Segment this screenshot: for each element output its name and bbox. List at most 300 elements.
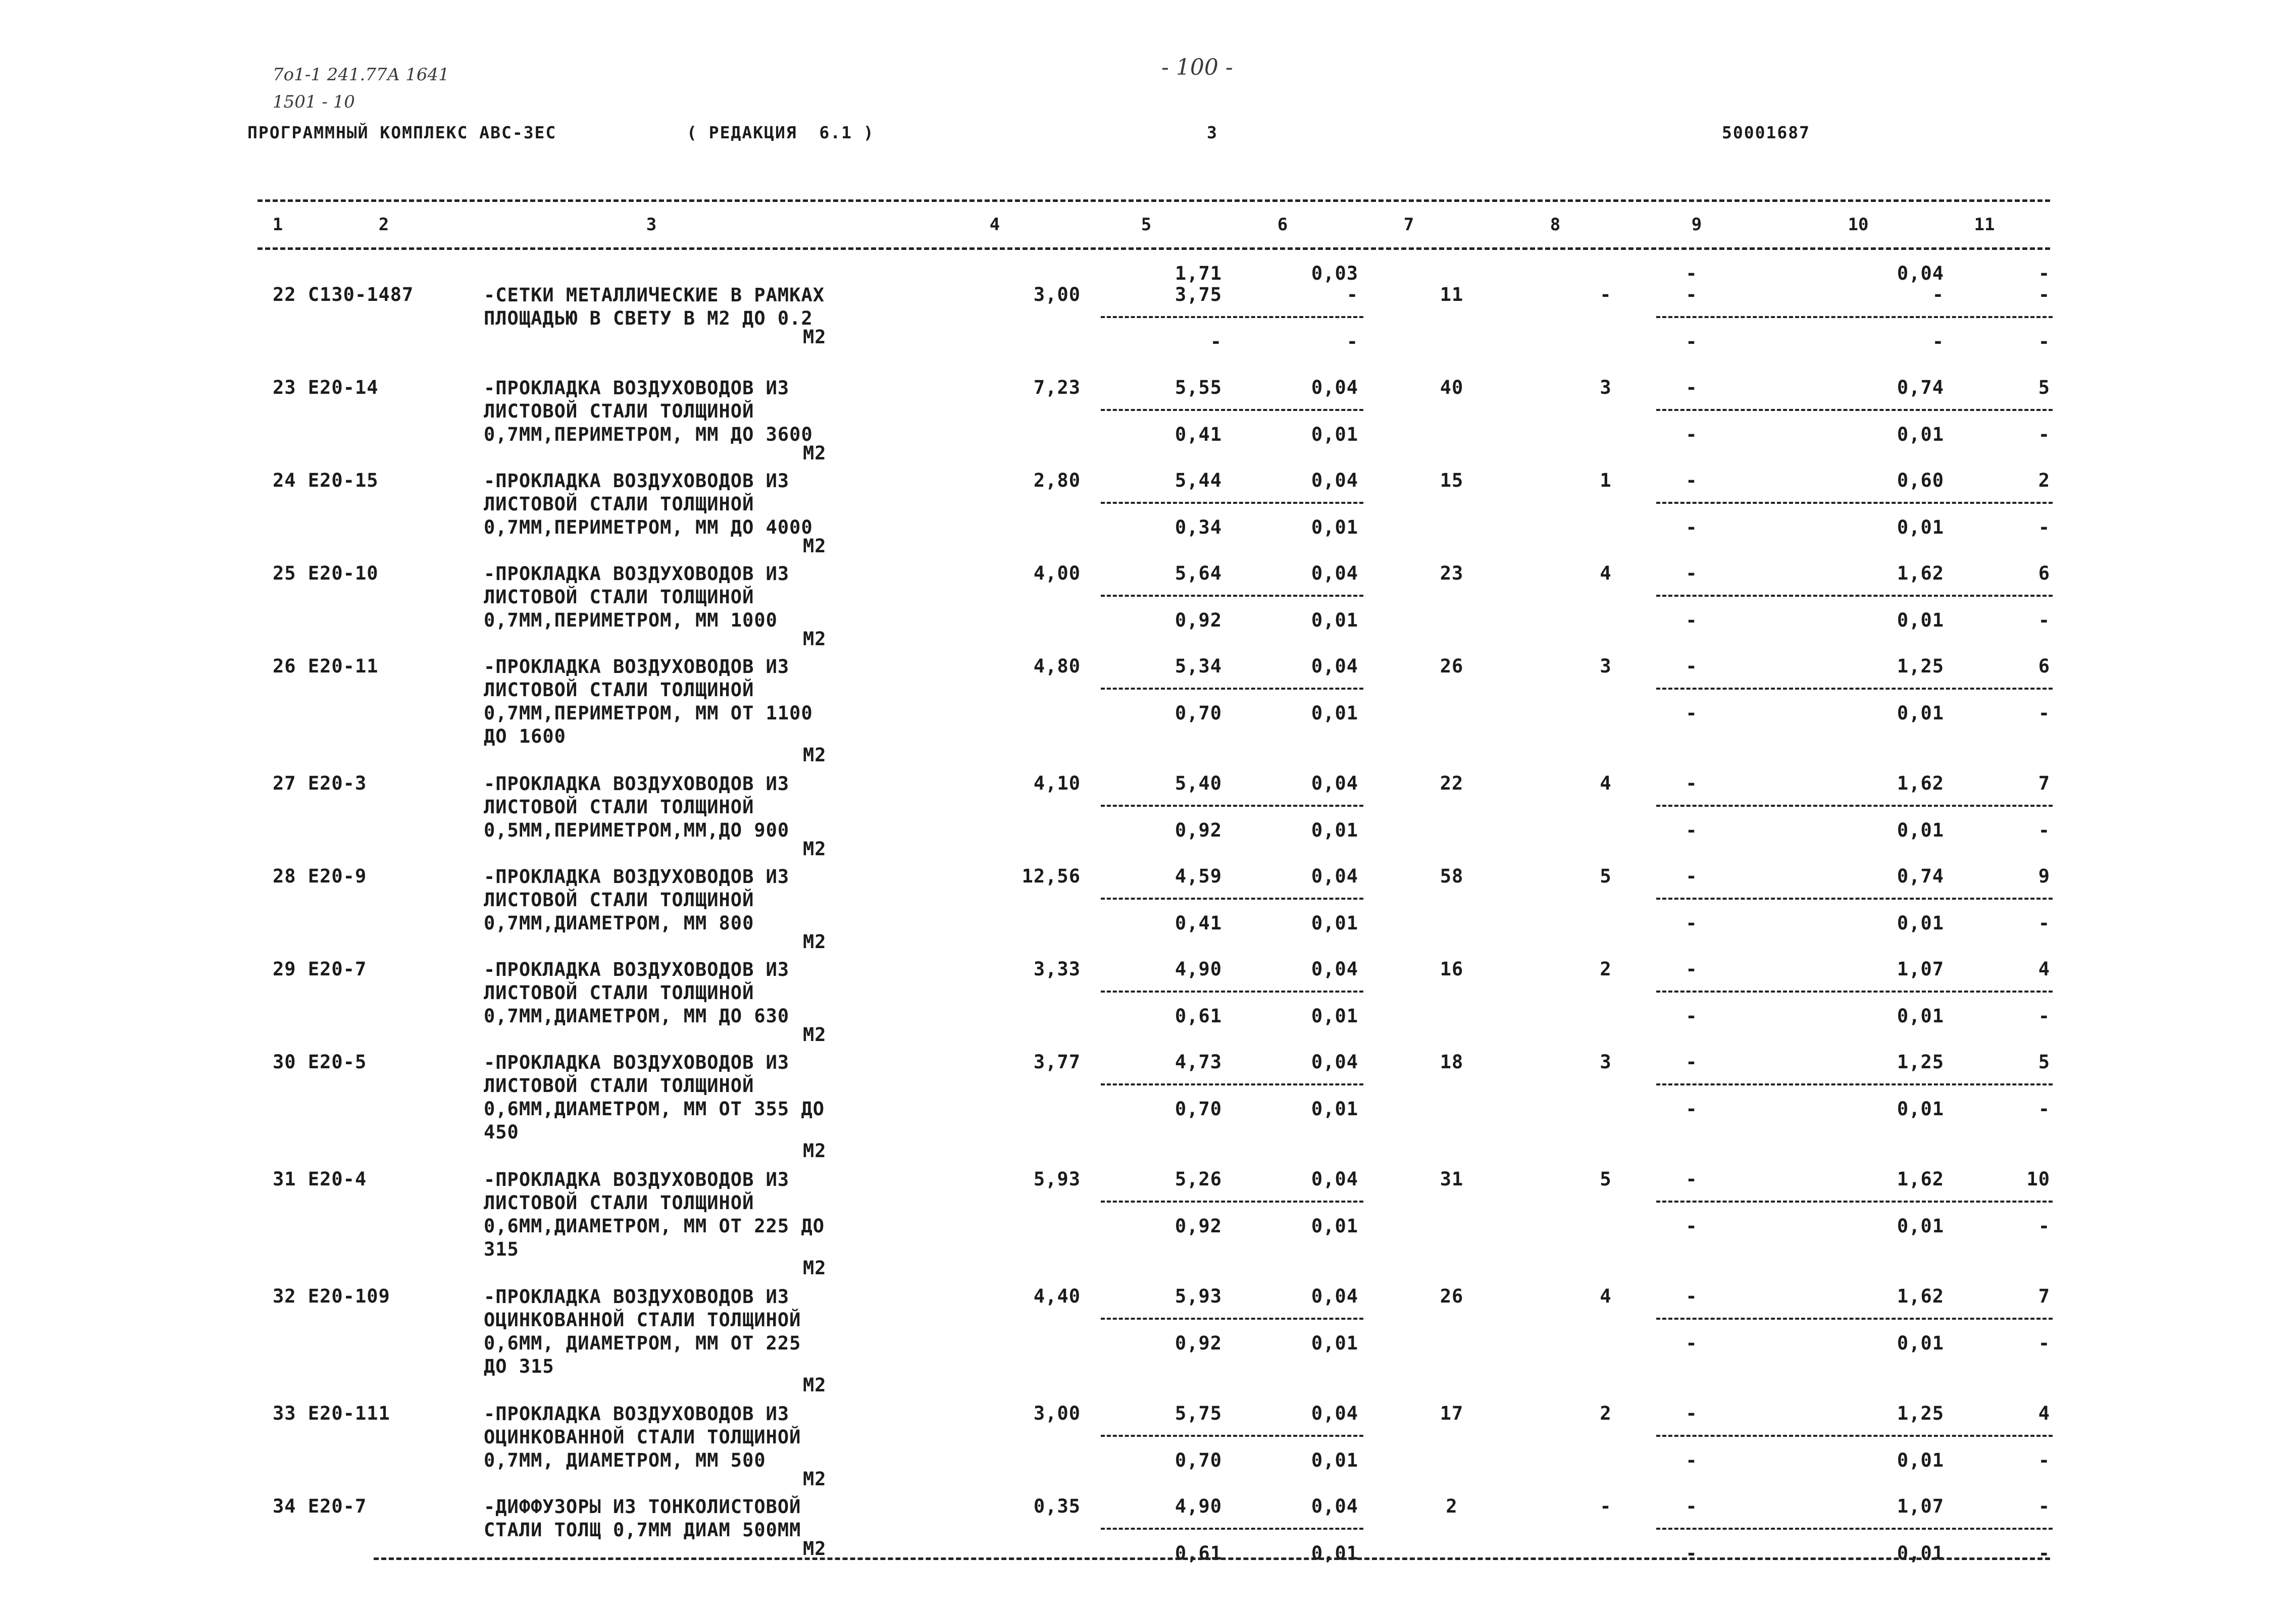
- col5-bottom: 0,41: [1175, 912, 1222, 934]
- row-divider-9-11: [1656, 1201, 2053, 1203]
- col7: 2: [1446, 1495, 1458, 1517]
- col5-bottom: 0,70: [1175, 702, 1222, 724]
- col7: 17: [1440, 1403, 1464, 1424]
- col10-bottom: 0,01: [1897, 424, 1944, 445]
- col11-top: 6: [2038, 655, 2050, 677]
- col5-top: 5,40: [1175, 772, 1222, 794]
- col10-top: 0,60: [1897, 470, 1944, 491]
- col4-quantity: 4,00: [1033, 562, 1081, 584]
- table-header-rule: [258, 247, 2050, 250]
- row-divider-5-6: [1101, 1083, 1363, 1085]
- table-bottom-rule: [374, 1557, 2050, 1560]
- col9-top: -: [1686, 470, 1698, 491]
- col10-bottom: -: [1932, 331, 1944, 352]
- extra-c6: 0,03: [1311, 263, 1358, 284]
- col5-top: 4,90: [1175, 958, 1222, 980]
- unit: М2: [803, 1374, 827, 1396]
- row-number-and-code: [273, 284, 414, 305]
- column-header-6: 6: [1277, 215, 1288, 235]
- row-number: 24: [273, 470, 296, 491]
- col8: -: [1600, 284, 1612, 305]
- col7: 26: [1440, 1285, 1464, 1307]
- row-number: 34: [273, 1495, 296, 1517]
- row-number-and-code: [273, 377, 379, 398]
- extra-c10: 0,04: [1897, 263, 1944, 284]
- row-divider-9-11: [1656, 688, 2053, 690]
- row-divider-9-11: [1656, 502, 2053, 504]
- row-number-and-code: [273, 562, 379, 584]
- unit: М2: [803, 744, 827, 766]
- col4-quantity: 2,80: [1033, 470, 1081, 491]
- row-divider-9-11: [1656, 316, 2053, 318]
- work-description: -ПРОКЛАДКА ВОЗДУХОВОДОВ ИЗ ЛИСТОВОЙ СТАЛИ ТОЛЩИНОЙ 0,7ММ,ПЕРИМЕТРОМ, ММ ОТ 1100 ДО 1600: [484, 656, 813, 747]
- col8: 4: [1600, 562, 1612, 584]
- col8: 4: [1600, 1285, 1612, 1307]
- col10-top: 0,74: [1897, 377, 1944, 398]
- col10-top: 1,62: [1897, 1285, 1944, 1307]
- col6-bottom: 0,01: [1311, 424, 1358, 445]
- price-code: Е20-3: [308, 772, 367, 794]
- price-code: Е20-4: [308, 1168, 367, 1190]
- row-number: 27: [273, 772, 296, 794]
- row-number: 33: [273, 1403, 296, 1424]
- work-description: -ПРОКЛАДКА ВОЗДУХОВОДОВ ИЗ ЛИСТОВОЙ СТАЛИ ТОЛЩИНОЙ 0,6ММ,ДИАМЕТРОМ, ММ ОТ 225 ДО 315: [484, 1169, 825, 1260]
- col10-top: 1,25: [1897, 655, 1944, 677]
- work-description: -ПРОКЛАДКА ВОЗДУХОВОДОВ ИЗ ЛИСТОВОЙ СТАЛИ ТОЛЩИНОЙ 0,7ММ,ДИАМЕТРОМ, ММ 800: [484, 866, 790, 934]
- col4-quantity: 3,77: [1033, 1051, 1081, 1073]
- handwritten-note-1: 7о1-1 241.77А 1641: [273, 65, 449, 85]
- col9-bottom: -: [1686, 424, 1698, 445]
- row-divider-5-6: [1101, 409, 1363, 411]
- col5-bottom: 0,34: [1175, 516, 1222, 538]
- col8: 3: [1600, 1051, 1612, 1073]
- col11-top: 7: [2038, 1285, 2050, 1307]
- col9-bottom: -: [1686, 331, 1698, 352]
- row-divider-9-11: [1656, 409, 2053, 411]
- col9-top: -: [1686, 958, 1698, 980]
- col8: 4: [1600, 772, 1612, 794]
- work-description: -ПРОКЛАДКА ВОЗДУХОВОДОВ ИЗ ОЦИНКОВАННОЙ СТАЛИ ТОЛЩИНОЙ 0,6ММ, ДИАМЕТРОМ, ММ ОТ 225 ДО 315: [484, 1286, 801, 1377]
- row-divider-5-6: [1101, 1201, 1363, 1203]
- col5-top: 4,73: [1175, 1051, 1222, 1073]
- col11-bottom: -: [2038, 1098, 2050, 1120]
- row-number: 30: [273, 1051, 296, 1073]
- row-number: 25: [273, 562, 296, 584]
- row-divider-5-6: [1101, 688, 1363, 690]
- col9-bottom: -: [1686, 819, 1698, 841]
- row-number-and-code: [273, 655, 379, 677]
- row-number-and-code: [273, 470, 379, 491]
- col6-bottom: 0,01: [1311, 1449, 1358, 1471]
- col8: 3: [1600, 655, 1612, 677]
- col6-bottom: -: [1346, 331, 1358, 352]
- col9-bottom: -: [1686, 1542, 1698, 1564]
- col5-bottom: 0,92: [1175, 1332, 1222, 1354]
- row-divider-5-6: [1101, 991, 1363, 993]
- row-divider-5-6: [1101, 1435, 1363, 1437]
- col7: 22: [1440, 772, 1464, 794]
- col11-bottom: -: [2038, 702, 2050, 724]
- col4-quantity: 0,35: [1033, 1495, 1081, 1517]
- table-row: [258, 355, 2050, 464]
- col9-top: -: [1686, 865, 1698, 887]
- col7: 31: [1440, 1168, 1464, 1190]
- table-row: [258, 844, 2050, 953]
- col10-bottom: 0,01: [1897, 702, 1944, 724]
- row-number: 26: [273, 655, 296, 677]
- col9-bottom: -: [1686, 1005, 1698, 1027]
- column-header-8: 8: [1550, 215, 1561, 235]
- col11-bottom: -: [2038, 609, 2050, 631]
- col6-top: 0,04: [1311, 772, 1358, 794]
- col9-bottom: -: [1686, 609, 1698, 631]
- col11-bottom: -: [2038, 516, 2050, 538]
- col8: 5: [1600, 1168, 1612, 1190]
- document-code: 50001687: [1722, 123, 1810, 142]
- price-code: Е20-15: [308, 470, 379, 491]
- row-number-and-code: [273, 865, 367, 887]
- col11-bottom: -: [2038, 819, 2050, 841]
- col11-top: 2: [2038, 470, 2050, 491]
- handwritten-note-2: 1501 - 10: [273, 92, 355, 112]
- work-description: -СЕТКИ МЕТАЛЛИЧЕСКИЕ В РАМКАХ ПЛОЩАДЬЮ В СВЕТУ В М2 ДО 0.2: [484, 284, 825, 329]
- col10-bottom: 0,01: [1897, 819, 1944, 841]
- col11-bottom: -: [2038, 1332, 2050, 1354]
- table-row: [258, 263, 2050, 355]
- col5-bottom: 0,92: [1175, 819, 1222, 841]
- col8: 3: [1600, 377, 1612, 398]
- row-divider-5-6: [1101, 1318, 1363, 1320]
- unit: М2: [803, 1468, 827, 1490]
- col10-bottom: 0,01: [1897, 609, 1944, 631]
- col6-top: 0,04: [1311, 655, 1358, 677]
- col10-top: 1,62: [1897, 772, 1944, 794]
- column-header-5: 5: [1141, 215, 1152, 235]
- col9-bottom: -: [1686, 912, 1698, 934]
- col9-top: -: [1686, 1403, 1698, 1424]
- col5-bottom: 0,41: [1175, 424, 1222, 445]
- work-description: -ПРОКЛАДКА ВОЗДУХОВОДОВ ИЗ ЛИСТОВОЙ СТАЛИ ТОЛЩИНОЙ 0,6ММ,ДИАМЕТРОМ, ММ ОТ 355 ДО 450: [484, 1052, 825, 1143]
- col5-bottom: -: [1210, 331, 1222, 352]
- col11-bottom: -: [2038, 1542, 2050, 1564]
- col6-bottom: 0,01: [1311, 1215, 1358, 1237]
- col9-top: -: [1686, 562, 1698, 584]
- col4-quantity: 3,00: [1033, 1403, 1081, 1424]
- table-row: [258, 1264, 2050, 1396]
- col10-top: 1,62: [1897, 1168, 1944, 1190]
- col11-bottom: -: [2038, 912, 2050, 934]
- col10-bottom: 0,01: [1897, 1215, 1944, 1237]
- price-code: Е20-5: [308, 1051, 367, 1073]
- col5-bottom: 0,70: [1175, 1449, 1222, 1471]
- col10-bottom: 0,01: [1897, 912, 1944, 934]
- col4-quantity: 3,33: [1033, 958, 1081, 980]
- work-description: -ПРОКЛАДКА ВОЗДУХОВОДОВ ИЗ ЛИСТОВОЙ СТАЛИ ТОЛЩИНОЙ 0,5ММ,ПЕРИМЕТРОМ,ММ,ДО 900: [484, 773, 790, 841]
- col4-quantity: 7,23: [1033, 377, 1081, 398]
- row-divider-5-6: [1101, 316, 1363, 318]
- column-header-3: 3: [646, 215, 657, 235]
- col9-bottom: -: [1686, 516, 1698, 538]
- col5-bottom: 0,61: [1175, 1542, 1222, 1564]
- col8: 2: [1600, 958, 1612, 980]
- col10-bottom: 0,01: [1897, 516, 1944, 538]
- unit: М2: [803, 931, 827, 953]
- col11-top: 5: [2038, 1051, 2050, 1073]
- col6-bottom: 0,01: [1311, 609, 1358, 631]
- col6-bottom: 0,01: [1311, 1542, 1358, 1564]
- unit: М2: [803, 838, 827, 860]
- unit: М2: [803, 1140, 827, 1162]
- col6-top: 0,04: [1311, 562, 1358, 584]
- row-divider-9-11: [1656, 1318, 2053, 1320]
- col5-bottom: 0,70: [1175, 1098, 1222, 1120]
- col4-quantity: 4,10: [1033, 772, 1081, 794]
- row-number-and-code: [273, 772, 367, 794]
- col7: 11: [1440, 284, 1464, 305]
- col7: 15: [1440, 470, 1464, 491]
- col11-top: -: [2038, 1495, 2050, 1517]
- price-code: Е20-7: [308, 1495, 367, 1517]
- row-number: 23: [273, 377, 296, 398]
- column-header-11: 11: [1974, 215, 1995, 235]
- price-code: Е20-14: [308, 377, 379, 398]
- work-description: -ПРОКЛАДКА ВОЗДУХОВОДОВ ИЗ ЛИСТОВОЙ СТАЛИ ТОЛЩИНОЙ 0,7ММ,ДИАМЕТРОМ, ММ ДО 630: [484, 959, 790, 1027]
- col9-top: -: [1686, 284, 1698, 305]
- row-divider-5-6: [1101, 502, 1363, 504]
- col11-bottom: -: [2038, 424, 2050, 445]
- column-header-2: 2: [378, 215, 389, 235]
- col10-top: 1,25: [1897, 1051, 1944, 1073]
- col9-bottom: -: [1686, 702, 1698, 724]
- col10-top: 0,74: [1897, 865, 1944, 887]
- row-number-and-code: [273, 1495, 367, 1517]
- col5-top: 4,90: [1175, 1495, 1222, 1517]
- column-header-7: 7: [1403, 215, 1414, 235]
- col6-top: 0,04: [1311, 958, 1358, 980]
- col10-top: -: [1932, 284, 1944, 305]
- row-number: 32: [273, 1285, 296, 1307]
- col5-top: 5,34: [1175, 655, 1222, 677]
- column-header-10: 10: [1848, 215, 1869, 235]
- col11-bottom: -: [2038, 1449, 2050, 1471]
- column-header-4: 4: [989, 215, 1000, 235]
- column-header-9: 9: [1691, 215, 1702, 235]
- price-code: Е20-10: [308, 562, 379, 584]
- price-code: Е20-9: [308, 865, 367, 887]
- table-row: [258, 1381, 2050, 1490]
- col10-top: 1,07: [1897, 958, 1944, 980]
- work-description: -ПРОКЛАДКА ВОЗДУХОВОДОВ ИЗ ЛИСТОВОЙ СТАЛИ ТОЛЩИНОЙ 0,7ММ,ПЕРИМЕТРОМ, ММ ДО 4000: [484, 470, 813, 538]
- price-code: Е20-7: [308, 958, 367, 980]
- col5-top: 5,44: [1175, 470, 1222, 491]
- row-divider-5-6: [1101, 898, 1363, 900]
- col9-top: -: [1686, 1168, 1698, 1190]
- col7: 26: [1440, 655, 1464, 677]
- col7: 23: [1440, 562, 1464, 584]
- col6-top: 0,04: [1311, 1051, 1358, 1073]
- col9-top: -: [1686, 1051, 1698, 1073]
- price-code: С130-1487: [308, 284, 414, 305]
- col7: 18: [1440, 1051, 1464, 1073]
- col6-top: -: [1346, 284, 1358, 305]
- col4-quantity: 4,80: [1033, 655, 1081, 677]
- table-column-header: [258, 215, 2050, 240]
- col6-bottom: 0,01: [1311, 516, 1358, 538]
- table-row: [258, 751, 2050, 860]
- col4-quantity: 12,56: [1022, 865, 1081, 887]
- col10-top: 1,07: [1897, 1495, 1944, 1517]
- work-description: -ПРОКЛАДКА ВОЗДУХОВОДОВ ИЗ ЛИСТОВОЙ СТАЛИ ТОЛЩИНОЙ 0,7ММ,ПЕРИМЕТРОМ, ММ 1000: [484, 563, 790, 631]
- extra-c11: -: [2038, 263, 2050, 284]
- col10-bottom: 0,01: [1897, 1098, 1944, 1120]
- row-number: 22: [273, 284, 296, 305]
- col5-top: 4,59: [1175, 865, 1222, 887]
- col6-top: 0,04: [1311, 865, 1358, 887]
- row-divider-5-6: [1101, 805, 1363, 807]
- row-divider-9-11: [1656, 1528, 2053, 1530]
- program-title: ПРОГРАММНЫЙ КОМПЛЕКС АВС-3ЕС: [247, 123, 557, 142]
- col6-bottom: 0,01: [1311, 819, 1358, 841]
- col11-top: 4: [2038, 1403, 2050, 1424]
- col10-bottom: 0,01: [1897, 1332, 1944, 1354]
- table-body: [258, 263, 2050, 1565]
- col6-top: 0,04: [1311, 1285, 1358, 1307]
- extra-c9: -: [1686, 263, 1698, 284]
- col11-top: 5: [2038, 377, 2050, 398]
- col6-bottom: 0,01: [1311, 1098, 1358, 1120]
- row-divider-9-11: [1656, 1435, 2053, 1437]
- col5-top: 3,75: [1175, 284, 1222, 305]
- col5-top: 5,75: [1175, 1403, 1222, 1424]
- table-row: [258, 1474, 2050, 1567]
- price-code: Е20-11: [308, 655, 379, 677]
- row-number: 31: [273, 1168, 296, 1190]
- work-description: -ДИФФУЗОРЫ ИЗ ТОНКОЛИСТОВОЙ СТАЛИ ТОЛЩ 0,7ММ ДИАМ 500ММ: [484, 1496, 801, 1541]
- col10-bottom: 0,01: [1897, 1449, 1944, 1471]
- table-row: [258, 1147, 2050, 1279]
- col6-bottom: 0,01: [1311, 1332, 1358, 1354]
- col10-top: 1,25: [1897, 1403, 1944, 1424]
- col9-bottom: -: [1686, 1215, 1698, 1237]
- col7: 40: [1440, 377, 1464, 398]
- col9-bottom: -: [1686, 1332, 1698, 1354]
- row-divider-9-11: [1656, 805, 2053, 807]
- unit: М2: [803, 442, 827, 464]
- col7: 58: [1440, 865, 1464, 887]
- col10-bottom: 0,01: [1897, 1542, 1944, 1564]
- col6-top: 0,04: [1311, 470, 1358, 491]
- col11-top: 10: [2026, 1168, 2050, 1190]
- col5-bottom: 0,92: [1175, 1215, 1222, 1237]
- col4-quantity: 4,40: [1033, 1285, 1081, 1307]
- col5-top: 5,55: [1175, 377, 1222, 398]
- col11-top: 4: [2038, 958, 2050, 980]
- col9-top: -: [1686, 1495, 1698, 1517]
- unit: М2: [803, 628, 827, 650]
- unit: М2: [803, 326, 827, 348]
- row-number: 29: [273, 958, 296, 980]
- col9-bottom: -: [1686, 1098, 1698, 1120]
- table-top-rule: [258, 199, 2050, 202]
- extra-c5: 1,71: [1175, 263, 1222, 284]
- col8: 1: [1600, 470, 1612, 491]
- table-row: [258, 541, 2050, 650]
- col8: -: [1600, 1495, 1612, 1517]
- col6-top: 0,04: [1311, 1168, 1358, 1190]
- col11-bottom: -: [2038, 331, 2050, 352]
- work-description: -ПРОКЛАДКА ВОЗДУХОВОДОВ ИЗ ОЦИНКОВАННОЙ СТАЛИ ТОЛЩИНОЙ 0,7ММ, ДИАМЕТРОМ, ММ 500: [484, 1403, 801, 1471]
- unit: М2: [803, 1257, 827, 1279]
- col5-top: 5,64: [1175, 562, 1222, 584]
- unit: М2: [803, 1024, 827, 1046]
- row-number-and-code: [273, 1403, 390, 1424]
- row-divider-5-6: [1101, 1528, 1363, 1530]
- col9-top: -: [1686, 377, 1698, 398]
- col5-top: 5,93: [1175, 1285, 1222, 1307]
- col8: 5: [1600, 865, 1612, 887]
- col11-top: 9: [2038, 865, 2050, 887]
- col4-quantity: 3,00: [1033, 284, 1081, 305]
- col6-bottom: 0,01: [1311, 912, 1358, 934]
- row-divider-9-11: [1656, 991, 2053, 993]
- col5-bottom: 0,92: [1175, 609, 1222, 631]
- col10-bottom: 0,01: [1897, 1005, 1944, 1027]
- row-divider-9-11: [1656, 898, 2053, 900]
- edition-label: ( РЕДАКЦИЯ 6.1 ): [687, 123, 875, 142]
- row-number-and-code: [273, 958, 367, 980]
- row-divider-9-11: [1656, 595, 2053, 597]
- row-number-and-code: [273, 1051, 367, 1073]
- col11-top: 7: [2038, 772, 2050, 794]
- col11-bottom: -: [2038, 1215, 2050, 1237]
- col6-bottom: 0,01: [1311, 702, 1358, 724]
- row-divider-5-6: [1101, 595, 1363, 597]
- col5-bottom: 0,61: [1175, 1005, 1222, 1027]
- col4-quantity: 5,93: [1033, 1168, 1081, 1190]
- table-row: [258, 634, 2050, 766]
- unit: М2: [803, 535, 827, 557]
- col11-top: 6: [2038, 562, 2050, 584]
- col6-top: 0,04: [1311, 1403, 1358, 1424]
- col9-top: -: [1686, 772, 1698, 794]
- col11-top: -: [2038, 284, 2050, 305]
- work-description: -ПРОКЛАДКА ВОЗДУХОВОДОВ ИЗ ЛИСТОВОЙ СТАЛИ ТОЛЩИНОЙ 0,7ММ,ПЕРИМЕТРОМ, ММ ДО 3600: [484, 377, 813, 445]
- table-row: [258, 937, 2050, 1046]
- column-header-1: 1: [272, 215, 283, 235]
- col7: 16: [1440, 958, 1464, 980]
- table-row: [258, 1030, 2050, 1162]
- col9-bottom: -: [1686, 1449, 1698, 1471]
- page-number: - 100 -: [1161, 55, 1233, 80]
- col11-bottom: -: [2038, 1005, 2050, 1027]
- col10-top: 1,62: [1897, 562, 1944, 584]
- col6-bottom: 0,01: [1311, 1005, 1358, 1027]
- col9-top: -: [1686, 655, 1698, 677]
- row-divider-9-11: [1656, 1083, 2053, 1085]
- sheet-number: 3: [1207, 123, 1218, 142]
- col5-top: 5,26: [1175, 1168, 1222, 1190]
- col8: 2: [1600, 1403, 1612, 1424]
- row-number-and-code: [273, 1285, 390, 1307]
- price-code: Е20-109: [308, 1285, 390, 1307]
- row-number-and-code: [273, 1168, 367, 1190]
- col6-top: 0,04: [1311, 377, 1358, 398]
- price-code: Е20-111: [308, 1403, 390, 1424]
- col9-top: -: [1686, 1285, 1698, 1307]
- col6-top: 0,04: [1311, 1495, 1358, 1517]
- table-row: [258, 448, 2050, 557]
- unit: М2: [803, 1538, 827, 1560]
